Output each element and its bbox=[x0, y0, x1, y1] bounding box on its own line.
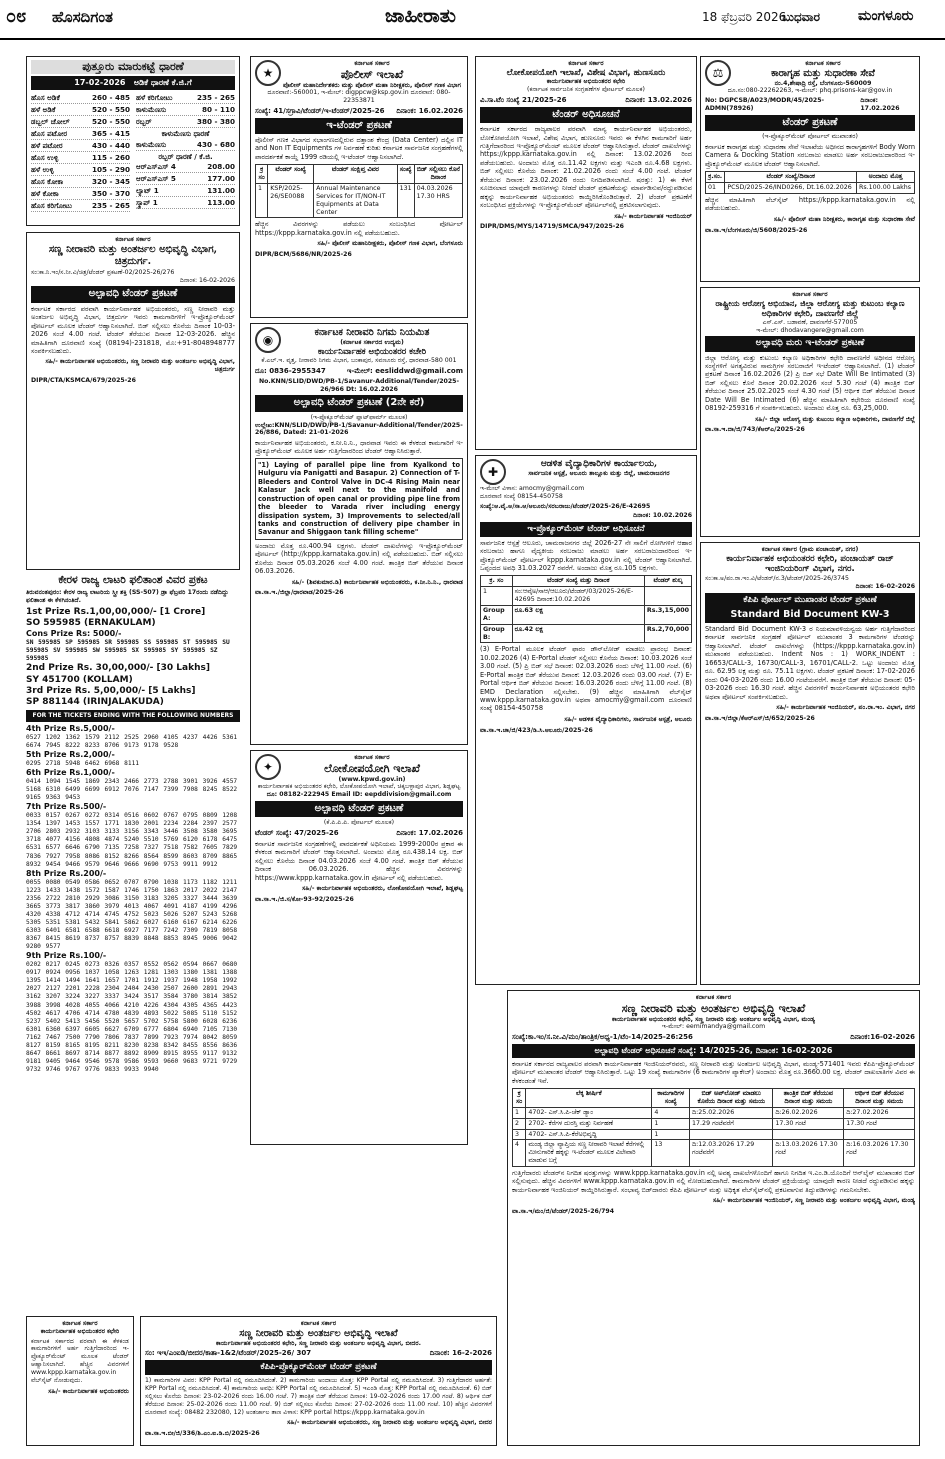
table-cell: Rs.3,15,000 bbox=[644, 605, 691, 624]
market-item-rate: 105 - 290 bbox=[92, 164, 130, 174]
market-item-rate: 115 - 260 bbox=[92, 152, 130, 162]
market-date-bar: 17-02-2026 ಅಡಿಕೆ ಧಾರಣೆ ಕೆ.ಜಿ.ಗೆ bbox=[31, 76, 235, 90]
table-row bbox=[513, 1129, 915, 1140]
market-list-right: ಹಳೆ ಕರಿಗೋಟು 235 - 265 ಕಾಳುಮೆಣಸು 80 - 110 ರಬ್ಬರ್ 380 - 380 ಕಾಳುಮೆಣಸು ಧಾರಣೆ ಕಾಳುಮೆಣಸು 430 - 680 ರಬ್ಬರ್ ಧಾರಣೆ / ಕೆ.ಜಿ. ಆರ್‌ಎಸ್‌ಎಸ್ 4 208.00 ಆರ್‌ಎಸ್‌ಎಸ್ 5 177.00 ಲ್ಯಾಟ್ 1 131.00 ಸ್ಕ್ರಾಪ್ 1 113.00 bbox=[136, 92, 235, 208]
table-cell: ದಿ:16.03.2026 17.30 ಗಂಟೆ bbox=[844, 1140, 915, 1167]
market-item-name: ಆರ್‌ಎಸ್‌ಎಸ್ 4 bbox=[136, 162, 176, 172]
table-cell: 13 bbox=[652, 1140, 690, 1167]
police-tender-table bbox=[255, 164, 463, 218]
ad-banner: ಅಲ್ಪಾವಧಿ ಟೆಂಡರ್ ಪ್ರಕಟಣೆ bbox=[31, 286, 235, 303]
table-header-cell: ಅಂದಾಜು ಮೊತ್ತ bbox=[857, 172, 915, 183]
market-list-left bbox=[31, 92, 130, 212]
table-cell: Group B: bbox=[481, 624, 513, 643]
market-item-rate: 350 - 370 bbox=[92, 188, 130, 198]
table-cell: Group A: bbox=[481, 605, 513, 624]
market-row bbox=[136, 197, 235, 209]
market-row bbox=[136, 185, 235, 197]
table-cell: 01 bbox=[706, 183, 725, 194]
table-header-cell: ಕ್ರ. ಸಂ bbox=[481, 576, 513, 587]
table-cell: ದಿ:13.03.2026 17.30 ಗಂಟೆ bbox=[773, 1140, 844, 1167]
market-item-rate: 380 - 380 bbox=[197, 116, 235, 126]
market-item-rate: 113.00 bbox=[207, 198, 235, 208]
market-item-name: ಆರ್‌ಎಸ್‌ಎಸ್ 5 bbox=[136, 174, 176, 184]
table-header-cell: ಕ್ರ ಸಂ bbox=[256, 165, 268, 184]
market-item-name: ಹೊಸ ಕೋಕಾ bbox=[31, 176, 64, 186]
ad-knnl: ◉ ಕರ್ನಾಟಕ ನೀರಾವರಿ ನಿಗಮ ನಿಯಮಿತ (ಕರ್ನಾಟಕ ಸರ್ಕಾರದ ಉದ್ಯಮ) ಕಾರ್ಯನಿರ್ವಾಹಕ ಅಭಿಯಂತರರ ಕಚೇರಿ ಕೆ.ಎಲ್.ಇ. ವೃತ್ತ, ನೀರಾವರಿ ನಿಗಮ ವಿಭಾಗ, ಬಂಕಾಪುರ, ಸವಣೂರು ರಸ್ತೆ, ಧಾರವಾಡ-580 001 ದೂ: 0836-2955347 ಇ-ಮೇಲ್: eesliddwd@gmail.com No.KNN/SLID/DWD/PB-1/Savanur-Additional/Tender/2025-26/966 Dt: 16.02.2026 ಅಲ್ಪಾವಧಿ ಟೆಂಡರ್ ಪ್ರಕಟಣೆ (2ನೇ ಕರೆ) (ಇ-ಪ್ರೊಕ್ಯೂರ್‌ಮೆಂಟ್ ಪ್ಲಾಟ್‌ಫಾರ್ಮ್ ಮೂಲಕ) ಉಲ್ಲೇಖ:KNN/SLID/DWD/PB-1/Savanur-Additional/Tender/2025-26/886, Dated: 21-01-2026 ಕಾರ್ಯನಿರ್ವಾಹಕ ಅಭಿಯಂತರರು, ಕ.ನೀ.ನಿ.ನಿ., ಧಾರವಾಡ ಇವರು ಈ ಕೆಳಕಂಡ ಕಾಮಗಾರಿಗೆ ಇ-ಪ್ರೊಕ್ಯೂರ್‌ಮೆಂಟ್ ಮೂಲಕ ಅರ್ಹ ಗುತ್ತಿಗೆದಾರರಿಂದ ಟೆಂಡರ್ ಆಹ್ವಾನಿಸಿರುತ್ತಾರೆ. "1) Laying of parallel pipe line from Kyalkond to Hulguru via Panigatti and Basapur. 2) Connection of T-Bleeders and Control Valve in DC-4 Rising Main near Kalasur Jack well next to the manifold and construction of open canal or providing pipe line from the bleeder to Varada river including energy dissipation system, 3) Improvements to selected/all tanks and construction of delivery pipe chamber in Savanur and Shiggaon tank filling scheme" ಅಂದಾಜು ಮೊತ್ತ ರೂ.400.94 ಲಕ್ಷಗಳು. ಟೆಂಡರ್ ದಾಖಲೆಗಳನ್ನು ಇ-ಪ್ರೊಕ್ಯೂರ್‌ಮೆಂಟ್ ಪೋರ್ಟಲ್ (http://kppp.karnataka.gov.in) ನಲ್ಲಿ ಪಡೆಯಬಹುದು. ಬಿಡ್ ಸಲ್ಲಿಸಲು ಕೊನೆಯ ದಿನಾಂಕ 05.03.2026 ಸಂಜೆ 4.00 ಗಂಟೆ. ತಾಂತ್ರಿಕ ಬಿಡ್ ತೆರೆಯುವ ದಿನಾಂಕ 06.03.2026. ಸಹಿ/- (ಶಿವಕುಮಾರ.ಡಿ) ಕಾರ್ಯನಿರ್ವಾಹಕ ಅಭಿಯಂತರರು, ಕ.ನೀ.ನಿ.ನಿ., ಧಾರವಾಡ ವಾ.ಸಾ.ಇ./ಜಿಲ್ಲಾ/ಧಾರವಾಡ/2025-26 bbox=[250, 323, 468, 745]
market-row bbox=[31, 164, 130, 176]
market-item-name: ಕಾಳುಮೆಣಸು bbox=[136, 139, 167, 149]
health-emblem-icon: ✚ bbox=[480, 459, 506, 485]
ad-banner: ಕೆಪಿಪಿ-ಪ್ರೊಕ್ಯೂರ್‌ಮೆಂಟ್ ಟೆಂಡರ್ ಪ್ರಕಟಣೆ bbox=[145, 1360, 492, 1375]
table-cell: Rs.100.00 Lakhs bbox=[857, 183, 915, 194]
market-item-rate: 235 - 265 bbox=[92, 200, 130, 210]
market-item-rate: 430 - 680 bbox=[197, 139, 235, 149]
table-row bbox=[256, 184, 463, 218]
market-row bbox=[31, 152, 130, 164]
market-item-rate: 320 - 345 bbox=[92, 176, 130, 186]
market-item-rate: 520 - 550 bbox=[92, 116, 130, 126]
market-row bbox=[136, 161, 235, 173]
table-cell: 1 bbox=[652, 1118, 690, 1129]
market-item-name: ಲ್ಯಾಟ್ 1 bbox=[136, 186, 159, 196]
knnl-logo-icon: ◉ bbox=[255, 327, 281, 353]
ad-banner: ಇ-ಟೆಂಡರ್ ಪ್ರಕಟಣೆ bbox=[255, 118, 463, 135]
table-row bbox=[481, 605, 692, 624]
page-header bbox=[0, 0, 945, 40]
ayush-tender-table: ಕ್ರ. ಸಂ ಟೆಂಡರ್ ಸಂಖ್ಯೆ ಮತ್ತು ದಿನಾಂಕ ಟೆಂಡರ್ ಶುಲ್ಕ 1 ಸಂ:ಆವೈಅ/ಸಾಆ/ಆಲೂರು/ಟೆಂಡರ್/03/2025-26/E-42695 ದಿನಾಂಕ:10.02.2026 Group A: ರೂ.63 ಲಕ್ಷ Rs.3,15,000 Group B: ರೂ.42 ಲಕ್ಷ Rs.2,70,000 bbox=[480, 575, 692, 643]
table-cell: 2 bbox=[513, 1118, 526, 1129]
ad-title: ಸಣ್ಣ ನೀರಾವರಿ ಮತ್ತು ಅಂತರ್ಜಲ ಅಭಿವೃದ್ಧಿ ಇಲಾಖೆ bbox=[239, 1327, 398, 1339]
ad-title: ಕಾರ್ಯನಿರ್ವಾಹಕ ಅಭಿಯಂತರರ ಕಛೇರಿ, ಪಂಚಾಯತ್ ರಾಜ್ ಇಂಜಿನಿಯರಿಂಗ್ ವಿಭಾಗ, ನಗರ. bbox=[726, 553, 894, 575]
ad-police: ★ ಕರ್ನಾಟಕ ಸರ್ಕಾರ ಪೊಲೀಸ್ ಇಲಾಖೆ ಪೊಲೀಸ್ ಮಹಾನಿರ್ದೇಶಕರು ಮತ್ತು ಪೊಲೀಸ್ ಮಹಾ ನಿರೀಕ್ಷಕರು, ಪೊಲೀಸ್ ಗಣಕ ವಿಭಾಗ ದೂರವಾಣಿ:-560001, ಇ-ಮೇಲ್: digppcw@ksp.gov.in ದೂರವಾಣಿ: 080-22353871 ಸಂಖ್ಯೆ: 41/ಸಗ್ರಾವಿ/ಟೆಂಡರ್/ಇ-ಟೆಂಡರ್/2025-26 ದಿನಾಂಕ: 16.02.2026 ಇ-ಟೆಂಡರ್ ಪ್ರಕಟಣೆ ಪೊಲೀಸ್ ಗಣಕ ವಿಭಾಗದ ಸಭಾಂಗಣದಲ್ಲಿರುವ ದತ್ತಾಂಶ ಕೇಂದ್ರ (Data Center) ದಲ್ಲಿನ IT and Non IT Equipments ಗಳ ನಿರ್ವಹಣೆ ಕುರಿತು ಕರ್ನಾಟಕ ಸಾರ್ವಜನಿಕ ಸಂಗ್ರಹಣೆಗಳಲ್ಲಿ ಪಾರದರ್ಶಕತೆ ಕಾಯ್ದೆ 1999 ರಡಿಯಲ್ಲಿ ಇ-ಟೆಂಡರ್ ಆಹ್ವಾನಿಸಲಾಗಿದೆ. ಕ್ರ ಸಂ ಟೆಂಡರ್ ಸಂಖ್ಯೆ ಟೆಂಡರ್ ಸಂಕ್ಷಿಪ್ತ ವಿವರ ಸಂಖ್ಯೆ ಬಿಡ್ ಸಲ್ಲಿಸಲು ಕೊನೆ ದಿನಾಂಕ 1 KSP/2025-26/SE0088 Annual Maintenance Services for IT/NON-IT Equipments at Data Center 131 04.03.2026 17.30 HRS ಹೆಚ್ಚಿನ ವಿವರಗಳನ್ನು ಪಡೆಯಲು ಸಂಬಂಧಿಸಿದ ಪೋರ್ಟಲ್ https://kppp.karnataka.gov.in ನಲ್ಲಿ ಪಡೆಯಬಹುದು. ಸಹಿ/- ಪೊಲೀಸ್ ಮಹಾನಿರೀಕ್ಷಕರು, ಪೊಲೀಸ್ ಗಣಕ ವಿಭಾಗ, ಬೆಂಗಳೂರು DIPR/BCM/5686/NR/2025-26 bbox=[250, 56, 468, 318]
ad-banner: ಅಲ್ಪಾವಧಿ ಮರು ಇ-ಟೆಂಡರ್ ಪ್ರಕಟಣೆ bbox=[705, 336, 915, 351]
table-cell: 4 bbox=[513, 1140, 526, 1167]
market-row bbox=[31, 116, 130, 128]
market-row bbox=[31, 140, 130, 152]
ad-title: ರಾಷ್ಟ್ರೀಯ ಆರೋಗ್ಯ ಅಭಿಯಾನ, ಜಿಲ್ಲಾ ಆರೋಗ್ಯ ಮತ್ತು ಕುಟುಂಬ ಕಲ್ಯಾಣ ಅಧಿಕಾರಿಗಳ ಕಛೇರಿ, ದಾವಣಗೆರೆ ಜಿಲ್ಲೆ bbox=[715, 298, 905, 318]
market-item-name: ರಬ್ಬರ್ bbox=[136, 116, 152, 126]
market-row bbox=[136, 116, 235, 128]
ad-mandya: ಕರ್ನಾಟಕ ಸರ್ಕಾರ ಸಣ್ಣ ನೀರಾವರಿ ಮತ್ತು ಅಂತರ್ಜಲ ಅಭಿವೃದ್ಧಿ ಇಲಾಖೆ ಕಾರ್ಯನಿರ್ವಾಹಕ ಅಭಿಯಂತರರ ಕಛೇರಿ, ಸಣ್ಣ ನೀರಾವರಿ ಮತ್ತು ಅಂತರ್ಜಲ ಅಭಿವೃದ್ಧಿ ವಿಭಾಗ, ಮಂಡ್ಯ ಇ-ಮೇಲ್: eemimandya@gmail.com ಸಂಖ್ಯೆ:ಕಾ.ಇಂ/ಸ.ನೀ.ವಿ/ಮಂ/ತಾಂತ್ರಿಕ/ಅಧ್ಯ-1/ಟೆಂ-14/2025-26:256 ದಿನಾಂಕ:16-02-2026 ಅಲ್ಪಾವಧಿ ಟೆಂಡರ್ ಅಧಿಸೂಚನೆ ಸಂಖ್ಯೆ: 14/2025-26, ದಿನಾಂಕ: 16-02-2026 ಕರ್ನಾಟಕ ಸರ್ಕಾರದ ರಾಜ್ಯಪಾಲರ ಪರವಾಗಿ ಕಾರ್ಯನಿರ್ವಾಹಕ ಇಂಜಿನಿಯರ್‌ರವರು, ಸಣ್ಣ ನೀರಾವರಿ ಮತ್ತು ಅಂತರ್ಜಲ ಅಭಿವೃದ್ಧಿ ವಿಭಾಗ, ಮಂಡ್ಯ-571401 ಇವರು ಕೆಪಿಪಿ-ಪ್ರೊಕ್ಯೂರ್‌ಮೆಂಟ್ ಪೋರ್ಟಲ್ ಮುಖಾಂತರ ಟೆಂಡರ್ ಆಹ್ವಾನಿಸಿರುತ್ತಾರೆ. ಒಟ್ಟು 19 ಸಂಖ್ಯೆ ಕಾಮಗಾರಿಗಳ (6 ಕಾಮಗಾರಿಗಳ ಪ್ಯಾಕೇಜ್) ಅಂದಾಜು ಮೊತ್ತ ರೂ.3660.00 ಲಕ್ಷ. ಟೆಂಡರ್ ದಾಖಲಾತಿಗಳ ವಿವರ ಈ ಕೆಳಕಂಡಂತೆ ಇವೆ. ಕ್ರ ಸಂ ಲೆಕ್ಕ ಶೀರ್ಷಿಕೆ ಕಾಮಗಾರಿಗಳ ಸಂಖ್ಯೆ ಬಿಡ್ ಅಪ್‌ಲೋಡ್ ಮಾಡಲು ಕೊನೆಯ ದಿನಾಂಕ ಮತ್ತು ಸಮಯ ತಾಂತ್ರಿಕ ಬಿಡ್ ತೆರೆಯುವ ದಿನಾಂಕ ಮತ್ತು ಸಮಯ ಆರ್ಥಿಕ ಬಿಡ್ ತೆರೆಯುವ ದಿನಾಂಕ ಮತ್ತು ಸಮಯ 1 4702- ಎಸ್.ಸಿ.ಪಿ-ಚೆಕ್ ಡ್ಯಾಂ 4 ದಿ:25.02.2026 ದಿ:26.02.2026 ದಿ:27.02.2026 2 2702- ಕೆರೆಗಳ ದುರಸ್ತಿ ಮತ್ತು ನಿರ್ವಹಣೆ 1 17.29 ಗಂಟೆವರೆಗೆ 17.30 ಗಂಟೆ 17.30 ಗಂಟೆ 3 4702- ಎಸ್.ಸಿ.ಪಿ-ಕೆರೆಅಭಿವೃದ್ಧಿ 1 4 ಮಂಡ್ಯ ಜಿಲ್ಲಾ ವ್ಯಾಪ್ತಿಯ ಸಣ್ಣ ನೀರಾವರಿ ಇಲಾಖೆ ಕೆರೆಗಳಲ್ಲಿ ಮೀನುಗಾರಿಕೆ ಹಕ್ಕನ್ನು ಇ-ಟೆಂಡರ್ ಮೂಲಕ ವಿಲೇವಾರಿ ಮಾಡುವ ಬಗ್ಗೆ 13 ದಿ:12.03.2026 17.29 ಗಂಟೆವರೆಗೆ ದಿ:13.03.2026 17.30 ಗಂಟೆ ದಿ:16.03.2026 17.30 ಗಂಟೆ ಗುತ್ತಿಗೆದಾರರು ಟೆಂಡರ್‌ನ ನಿಗದಿತ ಷರತ್ತುಗಳನ್ನು www.kppp.karnataka.gov.in ನಲ್ಲಿ ಅವಶ್ಯ ದಾಖಲೆಗಳೊಂದಿಗೆ ಹಾಗೂ ನಿಗದಿತ ಇ.ಎಂ.ಡಿ.ಯೊಂದಿಗೆ ಆನ್‌ಲೈನ್ ಮುಖಾಂತರ ಬಿಡ್ ಸಲ್ಲಿಸುವುದು. ಹೆಚ್ಚಿನ ವಿವರಗಳಿಗೆ www.kppp.karnataka.gov.in ನಲ್ಲಿ ನೋಡಬಹುದಾಗಿದೆ. ಕಾಮಗಾರಿಗಳ ಟೆಂಡರ್ ಪ್ರಕ್ರಿಯೆಯನ್ನು ಯಾವುದೇ ಕಾರಣ ನೀಡದೆ ರದ್ದುಪಡಿಸುವ ಹಕ್ಕನ್ನು ಕಾರ್ಯನಿರ್ವಾಹಕ ಇಂಜಿನಿಯರ್ ಕಾಯ್ದಿರಿಸಿರುತ್ತಾರೆ. ಸಂಭಾವ್ಯ ಬಿಡ್‌ದಾರರು ಕೆಪಿಪಿ ಪೋರ್ಟಲ್ ಮತ್ತು ಅಧಿಕೃತ ವೆಬ್‌ಸೈಟ್‌ನಲ್ಲಿ ಪ್ರಕಟವಾಗುವ ತಿದ್ದುಪಡಿಗಳನ್ನು ಗಮನಿಸಬೇಕು. ಸಹಿ/- ಕಾರ್ಯನಿರ್ವಾಹಕ ಇಂಜಿನಿಯರ್, ಸಣ್ಣ ನೀರಾವರಿ ಮತ್ತು ಅಂತರ್ಜಲ ಅಭಿವೃದ್ಧಿ ವಿಭಾಗ, ಮಂಡ್ಯ ವಾ.ಸಾ.ಇ/ಮಂ/ಜಿ/ಟೆಂಡರ್/2025-26/794 bbox=[507, 990, 920, 1446]
table-header-cell: ಸಂಖ್ಯೆ bbox=[397, 165, 414, 184]
ad-banner: ಅಲ್ಪಾವಧಿ ಟೆಂಡರ್ ಪ್ರಕಟಣೆ bbox=[255, 801, 463, 818]
table-cell: 1 bbox=[256, 184, 268, 218]
market-item-rate: 80 - 110 bbox=[202, 104, 235, 114]
market-row bbox=[136, 139, 235, 151]
table-header-cell: ಬಿಡ್ ಅಪ್‌ಲೋಡ್ ಮಾಡಲು ಕೊನೆಯ ದಿನಾಂಕ ಮತ್ತು ಸಮಯ bbox=[690, 1089, 773, 1108]
market-item-rate: 365 - 415 bbox=[92, 128, 130, 138]
market-item-name: ಹಳೆ ಅಡಿಕೆ bbox=[31, 104, 56, 114]
market-title: ಪುತ್ತೂರು ಮಾರುಕಟ್ಟೆ ಧಾರಣೆ bbox=[31, 60, 235, 74]
market-item-rate: 235 - 265 bbox=[197, 92, 235, 102]
ad-banner-kw3: Standard Bid Document KW-3 bbox=[705, 607, 915, 623]
market-table bbox=[31, 92, 235, 212]
market-row bbox=[31, 128, 130, 140]
table-cell: Rs.2,70,000 bbox=[644, 624, 691, 643]
market-item-name: ಕಾಳುಮೆಣಸು bbox=[136, 104, 167, 114]
market-item-name: ಹಳೆ ಪಟೋರ bbox=[31, 140, 63, 150]
table-header-cell: ತಾಂತ್ರಿಕ ಬಿಡ್ ತೆರೆಯುವ ದಿನಾಂಕ ಮತ್ತು ಸಮಯ bbox=[773, 1089, 844, 1108]
ad-title: ಪೊಲೀಸ್ ಇಲಾಖೆ bbox=[340, 67, 404, 81]
table-header-cell: ಟೆಂಡರ್ ಸಂಖ್ಯೆ bbox=[268, 165, 314, 184]
table-header-cell: ಟೆಂಡರ್ ಸಂಖ್ಯೆ/ದಿನಾಂಕ bbox=[725, 172, 857, 183]
ad-title: ಸಣ್ಣ ನೀರಾವರಿ ಮತ್ತು ಅಂತರ್ಜಲ ಅಭಿವೃದ್ಧಿ ಇಲಾಖೆ bbox=[621, 1001, 806, 1015]
table-header-cell: ಟೆಂಡರ್ ಶುಲ್ಕ bbox=[644, 576, 691, 587]
market-row bbox=[136, 104, 235, 116]
table-cell: ಮಂಡ್ಯ ಜಿಲ್ಲಾ ವ್ಯಾಪ್ತಿಯ ಸಣ್ಣ ನೀರಾವರಿ ಇಲಾಖೆ ಕೆರೆಗಳಲ್ಲಿ ಮೀನುಗಾರಿಕೆ ಹಕ್ಕನ್ನು ಇ-ಟೆಂಡರ್ ಮೂಲಕ ವಿಲೇವಾರಿ ಮಾಡುವ ಬಗ್ಗೆ bbox=[526, 1140, 652, 1167]
edition-name: ಮಂಗಳೂರು bbox=[858, 8, 914, 24]
table-row bbox=[513, 1140, 915, 1167]
lottery-title: ಕೇರಳ ರಾಜ್ಯ ಲಾಟರಿ ಫಲಿತಾಂಶ ವಿವರ ಪ್ರಕಟ bbox=[58, 574, 208, 586]
page-number: ೦೮ bbox=[6, 6, 27, 27]
table-cell: 1 bbox=[652, 1129, 690, 1140]
table-cell: PCSD/2025-26/IND0266, Dt.16.02.2026 bbox=[725, 183, 857, 194]
ad-title: ಲೋಕೋಪಯೋಗಿ ಇಲಾಖೆ, ವಿಶೇಷ ವಿಭಾಗ, ಹುಣಸೂರು bbox=[506, 67, 666, 78]
table-header-cell: ಟೆಂಡರ್ ಸಂಖ್ಯೆ ಮತ್ತು ದಿನಾಂಕ bbox=[512, 576, 644, 587]
table-header-cell: ಕ್ರ.ಸಂ. bbox=[706, 172, 725, 183]
table-cell: 17.29 ಗಂಟೆವರೆಗೆ bbox=[690, 1118, 773, 1129]
issue-date: 18 ಫೆಬ್ರವರಿ 2026 bbox=[702, 10, 787, 24]
prisons-tender-table bbox=[705, 171, 915, 194]
ad-banner: ಅಲ್ಪಾವಧಿ ಟೆಂಡರ್ ಅಧಿಸೂಚನೆ ಸಂಖ್ಯೆ: 14/2025-26, ದಿನಾಂಕ: 16-02-2026 bbox=[512, 1044, 915, 1058]
ad-banner: ಕೆಪಿಪಿ ಪೋರ್ಟಲ್ ಮುಖಾಂತರ ಟೆಂಡರ್ ಪ್ರಕಟಣೆ bbox=[705, 593, 915, 608]
table-header-cell: ಬಿಡ್ ಸಲ್ಲಿಸಲು ಕೊನೆ ದಿನಾಂಕ bbox=[414, 165, 462, 184]
issue-day: ಬುಧವಾರ bbox=[782, 10, 820, 24]
table-cell bbox=[844, 1129, 915, 1140]
table-header-cell: ಲೆಕ್ಕ ಶೀರ್ಷಿಕೆ bbox=[526, 1089, 652, 1108]
ad-lokopayogi: ✦ ಕರ್ನಾಟಕ ಸರ್ಕಾರ ಲೋಕೋಪಯೋಗಿ ಇಲಾಖೆ (www.kpwd.gov.in) ಕಾರ್ಯನಿರ್ವಾಹಕ ಅಭಿಯಂತರರ ಕಛೇರಿ, ಲೋಕೋಪಯೋಗಿ ಇಲಾಖೆ, ಚಿಕ್ಕಬಳ್ಳಾಪುರ ವಿಭಾಗ, ಶಿಡ್ಲಘಟ್ಟ ದೂ: 08182-222945 Email ID: eepddivision@gmail.com ಅಲ್ಪಾವಧಿ ಟೆಂಡರ್ ಪ್ರಕಟಣೆ (ಕೆ.ಪಿ.ಪಿ.ಪಿ. ಪೋರ್ಟಲ್ ಮೂಲಕ) ಟೆಂಡರ್ ಸಂಖ್ಯೆ: 47/2025-26 ದಿನಾಂಕ: 17.02.2026 ಕರ್ನಾಟಕ ಸಾರ್ವಜನಿಕ ಸಂಗ್ರಹಣೆಗಳಲ್ಲಿ ಪಾರದರ್ಶಕತೆ ಅಧಿನಿಯಮ 1999-2000ರ ಪ್ರಕಾರ ಈ ಕೆಳಕಂಡ ಕಾಮಗಾರಿಗೆ ಟೆಂಡರ್ ಆಹ್ವಾನಿಸಲಾಗಿದೆ. ಅಂದಾಜು ಮೊತ್ತ ರೂ.438.14 ಲಕ್ಷ. ಬಿಡ್ ಸಲ್ಲಿಸಲು ಕೊನೆಯ ದಿನಾಂಕ 04.03.2026 ಸಂಜೆ 4.00 ಗಂಟೆ. ತಾಂತ್ರಿಕ ಬಿಡ್ ತೆರೆಯುವ ದಿನಾಂಕ 06.03.2026. ಹೆಚ್ಚಿನ ವಿವರಗಳನ್ನು https://www.kppp.karnataka.gov.in ಪೋರ್ಟಲ್ ನಲ್ಲಿ ಪಡೆಯಬಹುದು. ಸಹಿ/- ಕಾರ್ಯನಿರ್ವಾಹಕ ಅಭಿಯಂತರರು, ಲೋಕೋಪಯೋಗಿ ಇಲಾಖೆ, ಶಿಡ್ಲಘಟ್ಟ ವಾ.ಸಾ.ಇ./ಜಿ.ಸ/ಕೋ-93-92/2025-26 bbox=[250, 750, 468, 1145]
market-row bbox=[31, 104, 130, 116]
table-cell: ದಿ:26.02.2026 bbox=[773, 1107, 844, 1118]
ad-pred: ಕರ್ನಾಟಕ ಸರ್ಕಾರ (ಗ್ರಾಮ ಪಂಚಾಯತ್, ನಗರ) ಕಾರ್ಯನಿರ್ವಾಹಕ ಅಭಿಯಂತರರ ಕಛೇರಿ, ಪಂಚಾಯತ್ ರಾಜ್ ಇಂಜಿನಿಯರಿಂಗ್ ವಿಭಾಗ, ನಗರ. ಸಂ:ಕಾ.ಅ/ಪಂ.ರಾ.ಇಂ.ವಿ/ಟೆಂಡರ್/ನ.3/ಟೆಂಡರ್/2025-26/3745 ದಿನಾಂಕ: 16-02-2026 ಕೆಪಿಪಿ ಪೋರ್ಟಲ್ ಮುಖಾಂತರ ಟೆಂಡರ್ ಪ್ರಕಟಣೆ Standard Bid Document KW-3 Standard Bid Document KW-3 ರ ನಿಯಮಾವಳಿಯನ್ವಯ ಅರ್ಹ ಗುತ್ತಿಗೆದಾರರಿಂದ ಕರ್ನಾಟಕ ಸಾರ್ವಜನಿಕ ಸಂಗ್ರಹಣೆ ಪೋರ್ಟಲ್ ಮುಖಾಂತರ 3 ಕಾಮಗಾರಿಗಳ ಟೆಂಡರನ್ನು ಆಹ್ವಾನಿಸಲಾಗಿದೆ. ಟೆಂಡರ್ ದಾಖಲೆಗಳನ್ನು (https://kppp.karnataka.gov.in) ಮುಖಾಂತರ ಪಡೆಯಬಹುದು. Indent Nos : 1) WORK_INDENT : 16653/CALL-3, 16730/CALL-3, 16701/CALL-2. ಒಟ್ಟು ಅಂದಾಜು ಮೊತ್ತ ರೂ. 62.95 ಲಕ್ಷ ಮತ್ತು ರೂ. 75.11 ಲಕ್ಷಗಳು. ಟೆಂಡರ್ ಪ್ರಕಟಣೆ ದಿನಾಂಕ: 17-02-2026 ರಂದು 04-03-2026 ರಂದು 16.00 ಗಂಟೆಯವರೆಗೆ. ತಾಂತ್ರಿಕ ಬಿಡ್ ತೆರೆಯುವ ದಿನಾಂಕ: 05-03-2026 ರಂದು 16.30 ಗಂಟೆ. ಹೆಚ್ಚಿನ ವಿವರಗಳಿಗೆ ಕಾರ್ಯನಿರ್ವಾಹಕ ಅಭಿಯಂತರರ ಕಛೇರಿ ಅಥವಾ ಪೋರ್ಟಲ್ ಸಂಪರ್ಕಿಸಬಹುದು. ಸಹಿ/- ಕಾರ್ಯನಿರ್ವಾಹಕ ಇಂಜಿನಿಯರ್, ಪಂ.ರಾ.ಇಂ. ವಿಭಾಗ, ನಗರ ವಾ.ಸಾ.ಇ/ಜಿಲ್ಲಾ/ಕೆಆರ್‌ಎಸ್/ಜಿ/652/2025-26 bbox=[700, 542, 920, 985]
market-item-name: ಹಳೆ ಉಳ್ಳಿ bbox=[31, 164, 54, 174]
market-item-name: ಹೊಸ ಕರಿಗೋಟು bbox=[31, 200, 73, 210]
table-header-cell: ಟೆಂಡರ್ ಸಂಕ್ಷಿಪ್ತ ವಿವರ bbox=[314, 165, 398, 184]
table-cell: 17.30 ಗಂಟೆ bbox=[773, 1118, 844, 1129]
table-cell bbox=[773, 1129, 844, 1140]
market-item-rate: 131.00 bbox=[207, 186, 235, 196]
table-cell: 2702- ಕೆರೆಗಳ ದುರಸ್ತಿ ಮತ್ತು ನಿರ್ವಹಣೆ bbox=[526, 1118, 652, 1129]
ad-hunsur: ಕರ್ನಾಟಕ ಸರ್ಕಾರ ಲೋಕೋಪಯೋಗಿ ಇಲಾಖೆ, ವಿಶೇಷ ವಿಭಾಗ, ಹುಣಸೂರು ಕಾರ್ಯನಿರ್ವಾಹಕ ಅಭಿಯಂತರರ ಕಛೇರಿ (ಕರ್ನಾಟಕ ಸಾರ್ವಜನಿಕ ಸಂಗ್ರಹಣೆಗಳ ಪೋರ್ಟಲ್ ಮೂಲಕ) ವಿ.ಸಾ.ಟೆಂ ಸಂಖ್ಯೆ 21/2025-26 ದಿನಾಂಕ: 13.02.2026 ಟೆಂಡರ್ ಅಧಿಸೂಚನೆ ಕರ್ನಾಟಕ ಸರ್ಕಾರದ ರಾಜ್ಯಪಾಲರ ಪರವಾಗಿ ಮಾನ್ಯ ಕಾರ್ಯನಿರ್ವಾಹಕ ಅಭಿಯಂತರರು, ಲೋಕೋಪಯೋಗಿ ಇಲಾಖೆ, ವಿಶೇಷ ವಿಭಾಗ, ಹುಣಸೂರು ಇವರು ಈ ಕೆಳಗಿನ ಕಾಮಗಾರಿಗೆ ಅರ್ಹ ಗುತ್ತಿಗೆದಾರರಿಂದ ಇ-ಪ್ರೊಕ್ಯೂರ್‌ಮೆಂಟ್ ಮೂಲಕ ಟೆಂಡರ್ ಆಹ್ವಾನಿಸಿರುತ್ತಾರೆ. ಟೆಂಡರ್ ದಾಖಲೆಗಳನ್ನು https://kppp.karnataka.gov.in ನಲ್ಲಿ ದಿನಾಂಕ: 13.02.2026 ರಿಂದ ಪಡೆಯಬಹುದು. ಅಂದಾಜು ಮೊತ್ತ ರೂ.11.42 ಲಕ್ಷಗಳು ಮತ್ತು ಇಎಂಡಿ ರೂ.4.68 ಲಕ್ಷಗಳು. ಬಿಡ್ ಸಲ್ಲಿಸಲು ಕೊನೆಯ ದಿನಾಂಕ: 21.02.2026 ರಂದು ಸಂಜೆ 4.00 ಗಂಟೆ. ಟೆಂಡರ್ ತೆರೆಯುವ ದಿನಾಂಕ: 23.02.2026 ರಂದು ನಿಗದಿಪಡಿಸಲಾಗಿದೆ. ಷರತ್ತು: 1) ಈ ಕೆಳಗೆ ಸೂಚಿಸಲಾದ ಯಾವುದೇ ಕಾರಣಗಳನ್ನು ನೀಡದೆ ಟೆಂಡರ್ ಪ್ರಕಟಣೆಯನ್ನು ಮಾರ್ಪಡಿಸುವ/ರದ್ದುಪಡಿಸುವ ಹಕ್ಕನ್ನು ಕಾರ್ಯನಿರ್ವಾಹಕ ಅಭಿಯಂತರರು ಕಾಯ್ದಿರಿಸಿಕೊಂಡಿರುತ್ತಾರೆ. 2) ಟೆಂಡರ್ ಪ್ರಕಟಣೆಗೆ ಸಂಬಂಧಿಸಿದ ಪ್ರಕ್ರಿಯೆಗಳನ್ನು ಇ-ಪ್ರೊಕ್ಯೂರ್‌ಮೆಂಟ್ ಪೋರ್ಟಲ್‌ನಲ್ಲಿ ಪ್ರಕಟಿಸಲಾಗುವುದು. ಸಹಿ/- ಕಾರ್ಯನಿರ್ವಾಹಕ ಇಂಜಿನಿಯರ್ DIPR/DMS/MYS/14719/SMCA/947/2025-26 bbox=[475, 56, 697, 450]
karnataka-emblem-icon: ✦ bbox=[255, 754, 281, 780]
table-cell: ದಿ:25.02.2026 bbox=[690, 1107, 773, 1118]
table-cell: ದಿ:12.03.2026 17.29 ಗಂಟೆವರೆಗೆ bbox=[690, 1140, 773, 1167]
market-row bbox=[136, 92, 235, 104]
table-row bbox=[513, 1118, 915, 1129]
ad-davangere: ಕರ್ನಾಟಕ ಸರ್ಕಾರ ರಾಷ್ಟ್ರೀಯ ಆರೋಗ್ಯ ಅಭಿಯಾನ, ಜಿಲ್ಲಾ ಆರೋಗ್ಯ ಮತ್ತು ಕುಟುಂಬ ಕಲ್ಯಾಣ ಅಧಿಕಾರಿಗಳ ಕಛೇರಿ, ದಾವಣಗೆರೆ ಜಿಲ್ಲೆ ಎಸ್.ಎಸ್. ಬಡಾವಣೆ, ದಾವಣಗೆರೆ-577005 ಇ-ಮೇಲ್: dhodavangere@gmail.com ಅಲ್ಪಾವಧಿ ಮರು ಇ-ಟೆಂಡರ್ ಪ್ರಕಟಣೆ ಜಿಲ್ಲಾ ಆರೋಗ್ಯ ಮತ್ತು ಕುಟುಂಬ ಕಲ್ಯಾಣ ಅಧಿಕಾರಿಗಳ ಕಛೇರಿ ದಾವಣಗೆರೆ ಅಧೀನದ ಆರೋಗ್ಯ ಸಂಸ್ಥೆಗಳಿಗೆ ಅಗತ್ಯವಿರುವ ಸಾಮಗ್ರಿಗಳ ಸರಬರಾಜಿಗೆ ಇ-ಟೆಂಡರ್ ಆಹ್ವಾನಿಸಲಾಗಿದೆ. (1) ಟೆಂಡರ್ ಪ್ರಕಟಣೆ ದಿನಾಂಕ 16.02.2026 (2) ಪ್ರಿ ಬಿಡ್ ಸಭೆ Date Will Be Intimated (3) ಬಿಡ್ ಸಲ್ಲಿಸಲು ಕೊನೆ ದಿನಾಂಕ 20.02.2026 ಸಂಜೆ 5.30 ಗಂಟೆ (4) ತಾಂತ್ರಿಕ ಬಿಡ್ ತೆರೆಯುವ ದಿನಾಂಕ 25.02.2025 ಸಂಜೆ 4.30 ಗಂಟೆ (5) ಆರ್ಥಿಕ ಬಿಡ್ ತೆರೆಯುವ ದಿನಾಂಕ Date Will Be Intimated (6) ಹೆಚ್ಚಿನ ಮಾಹಿತಿಗಾಗಿ ಕಛೇರಿಯ ದೂರವಾಣಿ ಸಂಖ್ಯೆ 08192-259316 ಗೆ ಸಂಪರ್ಕಿಸಬಹುದು. ಅಂದಾಜು ಮೊತ್ತ ರೂ. 63,25,000. ಸಹಿ/- ಜಿಲ್ಲಾ ಆರೋಗ್ಯ ಮತ್ತು ಕುಟುಂಬ ಕಲ್ಯಾಣ ಅಧಿಕಾರಿಗಳು, ದಾವಣಗೆರೆ ಜಿಲ್ಲೆ ವಾ.ಸಾ.ಇ.ದಾ/ಜಿ/743/ಕೆಆರ್‌ಎ/2025-26 bbox=[700, 287, 920, 537]
table-cell bbox=[690, 1129, 773, 1140]
table-cell: ದಿ:27.02.2026 bbox=[844, 1107, 915, 1118]
market-item-rate: 520 - 550 bbox=[92, 104, 130, 114]
market-row bbox=[31, 200, 130, 212]
market-item-rate: 260 - 485 bbox=[92, 92, 130, 102]
market-item-name: ಹಳೆ ಕೋಕಾ bbox=[31, 188, 59, 198]
table-cell: 4 bbox=[652, 1107, 690, 1118]
ad-banner: ಟೆಂಡರ್ ಅಧಿಸೂಚನೆ bbox=[480, 107, 692, 124]
section-title: ಜಾಹೀರಾತು bbox=[385, 5, 456, 27]
ad-prisons: ⚖ ಕರ್ನಾಟಕ ಸರ್ಕಾರ ಕಾರಾಗೃಹ ಮತ್ತು ಸುಧಾರಣಾ ಸೇವೆ ನಂ.4,ಶೇಷಾದ್ರಿ ರಸ್ತೆ, ಬೆಂಗಳೂರು-560009 ದೂ.ಸಂ:080-22262263, ಇ-ಮೇಲ್: phq.prisons-kar@gov.in No: DGPCSB/A023/MODR/45/2025-ADMN(78926) ದಿನಾಂಕ: 17.02.2026 ಟೆಂಡರ್ ಪ್ರಕಟಣೆ (ಇ-ಪ್ರೊಕ್ಯೂರ್‌ಮೆಂಟ್ ಪೋರ್ಟಲ್ ಮುಖಾಂತರ) ಕರ್ನಾಟಕ ಕಾರಾಗೃಹ ಮತ್ತು ಸುಧಾರಣಾ ಸೇವೆ ಇಲಾಖೆಯ ಅಧೀನದ ಕಾರಾಗೃಹಗಳಿಗೆ Body Worn Camera & Docking Station ಸರಬರಾಜು ಮಾಡಲು ಅರ್ಹ ಸರಬರಾಜುದಾರರಿಂದ ಇ-ಪ್ರೊಕ್ಯೂರ್‌ಮೆಂಟ್ ಮೂಲಕ ಟೆಂಡರ್ ಆಹ್ವಾನಿಸಲಾಗಿದೆ. ಕ್ರ.ಸಂ. ಟೆಂಡರ್ ಸಂಖ್ಯೆ/ದಿನಾಂಕ ಅಂದಾಜು ಮೊತ್ತ 01 PCSD/2025-26/IND0266, Dt.16.02.2026 Rs.100.00 Lakhs ಹೆಚ್ಚಿನ ಮಾಹಿತಿಗಾಗಿ ವೆಬ್‌ಸೈಟ್ https://kppp.karnataka.gov.in ನಲ್ಲಿ ಪಡೆಯಬಹುದು. ಸಹಿ/- ಪೊಲೀಸ್ ಮಹಾ ನಿರೀಕ್ಷಕರು, ಕಾರಾಗೃಹ ಮತ್ತು ಸುಧಾರಣಾ ಸೇವೆ ವಾ.ಸಾ.ಇ/ಬೆಂಗಳೂರು/ಜಿ/5608/2025-26 bbox=[700, 56, 920, 282]
police-emblem-icon: ★ bbox=[255, 60, 281, 86]
ad-title: ಸಣ್ಣ ನೀರಾವರಿ ಮತ್ತು ಅಂತರ್ಜಲ ಅಭಿವೃದ್ಧಿ ವಿಭಾಗ, ಚಿತ್ರದುರ್ಗ. bbox=[48, 243, 218, 268]
ad-banner: ಇ-ಪ್ರೊಕ್ಯೂರ್‌ಮೆಂಟ್ ಟೆಂಡರ್ ಅಧಿಸೂಚನೆ bbox=[480, 522, 692, 537]
lottery-results: ಕೇರಳ ರಾಜ್ಯ ಲಾಟರಿ ಫಲಿತಾಂಶ ವಿವರ ಪ್ರಕಟ ತಿರುವನಂತಪುರಂ: ಕೇರಳ ರಾಜ್ಯ ಲಾಟರಿಯ ಸ್ತ್ರೀ ಶಕ್ತಿ (SS-507) ಡ್ರಾ ಫೆಬ್ರವರಿ 17ರಂದು ನಡೆದಿದ್ದು ಫಲಿತಾಂಶ ಈ ಕೆಳಗಿನಂತಿದೆ. 1st Prize Rs.1,00,00,000/- [1 Crore] SO 595985 (ERNAKULAM) Cons Prize Rs: 5000/- SN 595985 SP 595985 SR 595985 SS 595985 ST 595985 SU 595985 SV 595985 SW 595985 SX 595985 SY 595985 SZ 595985 2nd Prize Rs. 30,00,000/- [30 Lakhs] SY 451700 (KOLLAM) 3rd Prize Rs. 5,00,000/- [5 Lakhs] SP 881144 (IRINJALAKUDA) FOR THE TICKETS ENDING WITH THE FOLLOWING NUMBERS 4th Prize Rs.5,000/- 0527 1202 1362 1579 2112 2525 2960 4105 4237 4426 5361 6674 7945 8222 8233 8706 9173 9178 9528 5th Prize Rs.2,000/- 0295 2718 5948 6462 6968 8111 6th Prize Rs.1,000/- 0414 1094 1545 1869 2343 2466 2773 2788 3901 3926 4557 5168 6310 6499 6699 6912 7076 7147 7399 7908 8245 8522 9165 9363 9453 7th Prize Rs.500/- 0033 0157 0267 0272 0314 0516 0602 0767 0795 0809 1208 1354 1397 1453 1557 1771 1830 2001 2234 2284 2397 2577 2706 2803 2932 3103 3133 3156 3343 3446 3508 3580 3695 3718 4077 4156 4808 4874 5240 5510 5769 6120 6178 6475 6531 6577 6646 6790 7135 7258 7327 7518 7582 7605 7829 7836 7927 7958 8086 8152 8266 8564 8599 8603 8709 8865 8932 9454 9466 9579 9646 9666 9690 9753 9911 9912 8th Prize Rs.200/- 0055 0080 0549 0586 0652 0707 0790 1038 1173 1182 1211 1223 1433 1438 1572 1587 1746 1750 1863 2017 2022 2147 2356 2722 2810 2929 3086 3150 3183 3205 3327 3444 3639 3665 3773 3817 3860 3979 4013 4067 4091 4187 4199 4296 4320 4338 4712 4714 4745 4752 5023 5026 5207 5243 5268 5305 5351 5381 5432 5841 5862 6027 6160 6167 6214 6226 6303 6401 6581 6588 6618 6927 7177 7242 7309 7819 8058 8367 8415 8619 8737 8757 8839 8848 8853 8945 9006 9042 9280 9577 9th Prize Rs.100/- 0202 0217 0245 0273 0326 0357 0552 0562 0594 0667 0680 0917 0924 0956 1037 1058 1263 1281 1303 1380 1381 1388 1395 1414 1494 1641 1657 1701 1912 1937 1948 1958 1992 2027 2127 2201 2228 2304 2404 2430 2507 2600 2891 2943 3162 3207 3224 3227 3337 3424 3517 3584 3780 3814 3852 3988 3998 4028 4055 4066 4210 4226 4304 4305 4365 4423 4502 4617 4706 4714 4780 4839 4893 5022 5085 5110 5152 5237 5402 5413 5456 5520 5657 5702 5758 5800 6028 6236 6301 6360 6397 6605 6627 6709 6777 6804 6940 7105 7130 7162 7467 7500 7790 7806 7837 7899 7923 7974 8042 8059 8127 8159 8165 8195 8211 8230 8238 8342 8455 8556 8636 8647 8661 8697 8714 8877 8892 8909 8915 8955 9117 9132 9181 9405 9464 9546 9578 9586 9593 9660 9683 9721 9729 9732 9746 9767 9776 9833 9933 9940 bbox=[26, 574, 240, 1304]
market-item-name: ಸ್ಕ್ರಾಪ್ 1 bbox=[136, 198, 158, 208]
table-cell: ರೂ.63 ಲಕ್ಷ bbox=[512, 605, 644, 624]
ad-title: ಲೋಕೋಪಯೋಗಿ ಇಲಾಖೆ bbox=[324, 761, 420, 775]
market-item-rate: 208.00 bbox=[207, 162, 235, 172]
ad-title: ಕಾರಾಗೃಹ ಮತ್ತು ಸುಧಾರಣಾ ಸೇವೆ bbox=[771, 67, 875, 79]
ad-bidar: ಕರ್ನಾಟಕ ಸರ್ಕಾರ ಸಣ್ಣ ನೀರಾವರಿ ಮತ್ತು ಅಂತರ್ಜಲ ಅಭಿವೃದ್ಧಿ ಇಲಾಖೆ ಕಾರ್ಯನಿರ್ವಾಹಕ ಅಭಿಯಂತರರ ಕಛೇರಿ, ಸಣ್ಣ ನೀರಾವರಿ ಮತ್ತು ಅಂತರ್ಜಲ ಅಭಿವೃದ್ಧಿ ವಿಭಾಗ, ಬೀದರ. ಸಂ: ಇಇ/ಎಂಐಡಿ/ಬೀದರ/ಕಾತಾ-1&2/ಟೆಂಡರ್/2025-26/ 307 ದಿನಾಂಕ: 16-2-2026 ಕೆಪಿಪಿ-ಪ್ರೊಕ್ಯೂರ್‌ಮೆಂಟ್ ಟೆಂಡರ್ ಪ್ರಕಟಣೆ 1) ಕಾಮಗಾರಿಗಳ ವಿವರ: KPP Portal ನಲ್ಲಿ ನಮೂದಿಸಿದಂತೆ. 2) ಕಾಮಗಾರಿಯ ಅಂದಾಜು ಮೊತ್ತ: KPP Portal ನಲ್ಲಿ ನಮೂದಿಸಿದಂತೆ. 3) ಗುತ್ತಿಗೆದಾರರ ಅರ್ಹತೆ: KPP Portal ನಲ್ಲಿ ನಮೂದಿಸಿದಂತೆ. 4) ಕಾಮಗಾರಿಯ ಅವಧಿ: KPP Portal ನಲ್ಲಿ ನಮೂದಿಸಿದಂತೆ. 5) ಇಎಂಡಿ ಮೊತ್ತ: KPP Portal ನಲ್ಲಿ ನಮೂದಿಸಿದಂತೆ. 6) ಬಿಡ್ ಸಲ್ಲಿಸಲು ಕೊನೆಯ ದಿನಾಂಕ: 23-02-2026 ರಂದು 16.00 ಗಂಟೆ. 7) ತಾಂತ್ರಿಕ ಬಿಡ್ ತೆರೆಯುವ ದಿನಾಂಕ: 19-02-2026 ರಂದು 17.00 ಗಂಟೆ. 8) ಆರ್ಥಿಕ ಬಿಡ್ ತೆರೆಯುವ ದಿನಾಂಕ: 25-02-2026 ರಂದು 11.00 ಗಂಟೆ. 9) ಬಿಡ್ ಸಲ್ಲಿಸಲು ಕೊನೆಯ ದಿನಾಂಕ: 27-02-2026 ರಂದು 11.00 ಗಂಟೆ. 10) ಹೆಚ್ಚಿನ ವಿವರಗಳಿಗೆ ದೂರವಾಣಿ ಸಂಖ್ಯೆ: 08482 232080, 12) ಅಂತರ್ಜಾಲ ತಾಣ ವಿಳಾಸ: KPP portal https://kppp.karnataka.gov.in ಸಹಿ/- ಕಾರ್ಯನಿರ್ವಾಹಕ ಅಭಿಯಂತರರು, ಸಣ್ಣ ನೀರಾವರಿ ಮತ್ತು ಅಂತರ್ಜಲ ಅಭಿವೃದ್ಧಿ ವಿಭಾಗ, ಬೀದರ ವಾ.ಸಾ.ಇ.ಬೀ/ಜಿ/336/ಶಿ.ಎಂ.ಐ.ಡಿ.ಬಿ/2025-26 bbox=[140, 1316, 497, 1446]
table-header-cell: ಆರ್ಥಿಕ ಬಿಡ್ ತೆರೆಯುವ ದಿನಾಂಕ ಮತ್ತು ಸಮಯ bbox=[844, 1089, 915, 1108]
ad-banner: ಅಲ್ಪಾವಧಿ ಟೆಂಡರ್ ಪ್ರಕಟಣೆ (2ನೇ ಕರೆ) bbox=[255, 395, 463, 412]
prisons-emblem-icon: ⚖ bbox=[705, 60, 731, 86]
table-cell: ರೂ.42 ಲಕ್ಷ bbox=[512, 624, 644, 643]
table-header-cell: ಕಾಮಗಾರಿಗಳ ಸಂಖ್ಯೆ bbox=[652, 1089, 690, 1108]
ad-chitradurga: ಕರ್ನಾಟಕ ಸರ್ಕಾರ ಸಣ್ಣ ನೀರಾವರಿ ಮತ್ತು ಅಂತರ್ಜಲ ಅಭಿವೃದ್ಧಿ ವಿಭಾಗ, ಚಿತ್ರದುರ್ಗ. ಸಂ:ಕಾ.ನಿ.ಇಂ/ಸ.ನೀ.ವಿ/ಚಿತ್ರ/ಟೆಂಡರ್ ಪ್ರಕಟಣೆ-02/2025-26/276 ದಿನಾಂಕ: 16-02-2026 ಅಲ್ಪಾವಧಿ ಟೆಂಡರ್ ಪ್ರಕಟಣೆ ಕರ್ನಾಟಕ ಸರ್ಕಾರದ ಪರವಾಗಿ ಕಾರ್ಯನಿರ್ವಾಹಕ ಅಭಿಯಂತರರು, ಸಣ್ಣ ನೀರಾವರಿ ಮತ್ತು ಅಂತರ್ಜಲ ಅಭಿವೃದ್ಧಿ ವಿಭಾಗ, ಚಿತ್ರದುರ್ಗ ಇವರು ಕಾಮಗಾರಿಗಳಿಗೆ ಇ-ಪ್ರೊಕ್ಯೂರ್‌ಮೆಂಟ್ ಪೋರ್ಟಲ್ ಮೂಲಕ ಟೆಂಡರ್ ಆಹ್ವಾನಿಸಲಾಗಿದೆ. ಬಿಡ್ ಸಲ್ಲಿಸಲು ಕೊನೆಯ ದಿನಾಂಕ 10-03-2026 ಸಂಜೆ 4.00 ಗಂಟೆ. ಟೆಂಡರ್ ತೆರೆಯುವ ದಿನಾಂಕ 12-03-2026. ಹೆಚ್ಚಿನ ಮಾಹಿತಿಗಾಗಿ ದೂರವಾಣಿ ಸಂಖ್ಯೆ (08194)-231818, ಮೊ:+91-8048948777 ಸಂಪರ್ಕಿಸಬಹುದು. ಸಹಿ/- ಕಾರ್ಯನಿರ್ವಾಹಕ ಅಭಿಯಂತರರು, ಸಣ್ಣ ನೀರಾವರಿ ಮತ್ತು ಅಂತರ್ಜಲ ಅಭಿವೃದ್ಧಿ ವಿಭಾಗ, ಚಿತ್ರದುರ್ಗ DIPR/CTA/KSMCA/679/2025-26 bbox=[26, 232, 240, 570]
ad-medical-officer: ✚ ಆಡಳಿತ ವೈದ್ಯಾಧಿಕಾರಿಗಳ ಕಾರ್ಯಾಲಯ, ಸಾರ್ವಜನಿಕ ಆಸ್ಪತ್ರೆ, ಆಲೂರು ತಾಲ್ಲೂಕು ಮತ್ತು ಜಿಲ್ಲೆ, ಚಾಮರಾಜನಗರ ಇ-ಮೇಲ್ ವಿಳಾಸ: amocmy@gmail.com ದೂರವಾಣಿ ಸಂಖ್ಯೆ 08154-450758 ಸಂಖ್ಯೆ:ಆ.ವೈ.ಅ/ಸಾ.ಆ/ಆಲೂರು/ಸರಬರಾಜು/ಟೆಂಡರ್/2025-26/E-42695 ದಿನಾಂಕ: 10.02.2026 ಇ-ಪ್ರೊಕ್ಯೂರ್‌ಮೆಂಟ್ ಟೆಂಡರ್ ಅಧಿಸೂಚನೆ ಸಾರ್ವಜನಿಕ ಆಸ್ಪತ್ರೆ ಆಲೂರು, ಚಾಮರಾಜನಗರ ಜಿಲ್ಲೆ 2026-27 ನೇ ಸಾಲಿಗೆ ರೋಗಿಗಳಿಗೆ ಆಹಾರ ಸರಬರಾಜು ಹಾಗೂ ವೈದ್ಯಕೀಯ ಸರಬರಾಜು ಮಾಡಲು ಅರ್ಹ ಸರಬರಾಜುದಾರರಿಂದ ಇ-ಪ್ರೊಕ್ಯೂರ್‌ಮೆಂಟ್ ಪೋರ್ಟಲ್ kppp.karnataka.gov.in ನಲ್ಲಿ ಟೆಂಡರ್ ಆಹ್ವಾನಿಸಲಾಗಿದೆ. ಒಪ್ಪಂದದ ಅವಧಿ 31.03.2027 ರವರೆಗೆ. ಅಂದಾಜು ಮೊತ್ತ ರೂ.105 ಲಕ್ಷಗಳು. ಕ್ರ. ಸಂ ಟೆಂಡರ್ ಸಂಖ್ಯೆ ಮತ್ತು ದಿನಾಂಕ ಟೆಂಡರ್ ಶುಲ್ಕ 1 ಸಂ:ಆವೈಅ/ಸಾಆ/ಆಲೂರು/ಟೆಂಡರ್/03/2025-26/E-42695 ದಿನಾಂಕ:10.02.2026 Group A: ರೂ.63 ಲಕ್ಷ Rs.3,15,000 Group B: ರೂ.42 ಲಕ್ಷ Rs.2,70,000 (3) E-Portal ಮೂಲಕ ಟೆಂಡರ್ ಫಾರಂ ಡೌನ್‌ಲೋಡ್ ಮಾಡಲು ಪ್ರಾರಂಭ ದಿನಾಂಕ: 10.02.2026 (4) E-Portal ಟೆಂಡರ್ ಸಲ್ಲಿಸಲು ಕೊನೆಯ ದಿನಾಂಕ: 10.03.2026 ಸಂಜೆ 3.00 ಗಂಟೆ. (5) ಪ್ರಿ ಬಿಡ್ ಸಭೆ ದಿನಾಂಕ: 02.03.2026 ರಂದು ಬೆಳಿಗ್ಗೆ 11.00 ಗಂಟೆ. (6) E-Portal ತಾಂತ್ರಿಕ ಬಿಡ್ ತೆರೆಯುವ ದಿನಾಂಕ: 12.03.2026 ರಂದು 03.00 ಗಂಟೆ. (7) E-Portal ಆರ್ಥಿಕ ಬಿಡ್ ತೆರೆಯುವ ದಿನಾಂಕ: 16.03.2026 ರಂದು ಬೆಳಿಗ್ಗೆ 11.00 ಗಂಟೆ. (8) EMD Declaration ಸಲ್ಲಿಸಬೇಕು. (9) ಹೆಚ್ಚಿನ ಮಾಹಿತಿಗಾಗಿ ವೆಬ್‌ಸೈಟ್ www.kppp.karnataka.gov.in ಅಥವಾ amocmy@gmail.com ದೂರವಾಣಿ ಸಂಖ್ಯೆ 08154-450758 ಸಹಿ/- ಆಡಳಿತ ವೈದ್ಯಾಧಿಕಾರಿಗಳು, ಸಾರ್ವಜನಿಕ ಆಸ್ಪತ್ರೆ, ಆಲೂರು ವಾ.ಸಾ.ಇ.ಚಾ/ಜಿ/423/ಡಿ.ಸಿ.ಆಲೂರು/2025-26 bbox=[475, 455, 697, 985]
market-item-rate: 177.00 bbox=[207, 174, 235, 184]
ad-banner: ಟೆಂಡರ್ ಪ್ರಕಟಣೆ bbox=[705, 115, 915, 132]
market-item-name: ಹೊಸ ಪಟೋರ bbox=[31, 128, 68, 138]
table-cell: 3 bbox=[513, 1129, 526, 1140]
market-row bbox=[31, 92, 130, 104]
market-row bbox=[136, 173, 235, 185]
table-cell: Annual Maintenance Services for IT/NON-IT Equipments at Data Center bbox=[314, 184, 398, 218]
market-row bbox=[31, 188, 130, 200]
table-cell: KSP/2025-26/SE0088 bbox=[268, 184, 314, 218]
newspaper-brand: ಹೊಸದಿಗಂತ bbox=[52, 8, 113, 26]
table-row bbox=[706, 183, 915, 194]
mandya-tender-table bbox=[512, 1088, 915, 1167]
market-item-name: ಹೊಸ ಅಡಿಕೆ bbox=[31, 92, 60, 102]
table-header-cell: ಕ್ರ ಸಂ bbox=[513, 1089, 526, 1108]
market-item-name: ಡಬ್ಬಲ್ ಚೋಲ್ bbox=[31, 116, 70, 126]
table-row bbox=[513, 1107, 915, 1118]
table-cell: 4702- ಎಸ್.ಸಿ.ಪಿ-ಕೆರೆಅಭಿವೃದ್ಧಿ bbox=[526, 1129, 652, 1140]
market-item-rate: 430 - 440 bbox=[92, 140, 130, 150]
market-row bbox=[31, 176, 130, 188]
table-cell: 4702- ಎಸ್.ಸಿ.ಪಿ-ಚೆಕ್ ಡ್ಯಾಂ bbox=[526, 1107, 652, 1118]
table-row bbox=[481, 624, 692, 643]
table-cell: 131 bbox=[397, 184, 414, 218]
table-cell: 17.30 ಗಂಟೆ bbox=[844, 1118, 915, 1129]
table-cell: 1 bbox=[513, 1107, 526, 1118]
market-rates-box bbox=[26, 56, 240, 226]
market-item-name: ಹೊಸ ಉಳ್ಳಿ bbox=[31, 152, 59, 162]
ad-title: ಆಡಳಿತ ವೈದ್ಯಾಧಿಕಾರಿಗಳ ಕಾರ್ಯಾಲಯ, bbox=[540, 459, 658, 469]
table-cell: 04.03.2026 17.30 HRS bbox=[414, 184, 462, 218]
market-item-name: ಹಳೆ ಕರಿಗೋಟು bbox=[136, 92, 173, 102]
ad-small-bottom-left: ಕರ್ನಾಟಕ ಸರ್ಕಾರ ಕಾರ್ಯನಿರ್ವಾಹಕ ಅಭಿಯಂತರರ ಕಛೇರಿ ಕರ್ನಾಟಕ ಸರ್ಕಾರದ ಪರವಾಗಿ ಈ ಕೆಳಕಂಡ ಕಾಮಗಾರಿಗಳಿಗೆ ಅರ್ಹ ಗುತ್ತಿಗೆದಾರರಿಂದ ಇ-ಪ್ರೊಕ್ಯೂರ್‌ಮೆಂಟ್ ಮೂಲಕ ಟೆಂಡರ್ ಆಹ್ವಾನಿಸಲಾಗಿದೆ. ಹೆಚ್ಚಿನ ವಿವರಗಳಿಗೆ www.kppp.karnataka.gov.in ವೆಬ್‌ಸೈಟ್ ನೋಡುವುದು. ಸಹಿ/- ಕಾರ್ಯನಿರ್ವಾಹಕ ಅಭಿಯಂತರರು bbox=[26, 1316, 134, 1446]
